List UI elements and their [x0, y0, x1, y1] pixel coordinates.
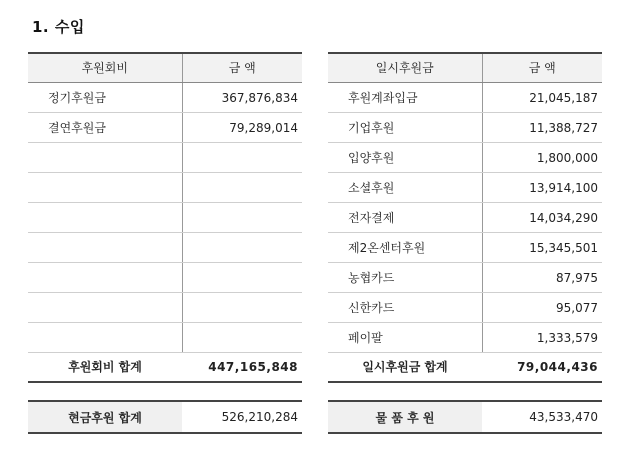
row-amount: 14,034,290	[482, 203, 602, 233]
row-amount: 87,975	[482, 263, 602, 293]
goods-donation-label: 물 품 후 원	[328, 401, 482, 433]
table-row	[328, 143, 602, 173]
total-label: 일시후원금 합계	[328, 353, 482, 383]
table-row	[28, 113, 302, 143]
row-amount	[182, 173, 302, 203]
row-name: 소셜후원	[328, 173, 482, 203]
row-name	[28, 293, 182, 323]
row-amount: 13,914,100	[482, 173, 602, 203]
row-name: 기업후원	[328, 113, 482, 143]
total-row	[328, 353, 602, 383]
table-row	[28, 203, 302, 233]
total-amount: 79,044,436	[482, 353, 602, 383]
row-name	[28, 263, 182, 293]
row-name: 신한카드	[328, 293, 482, 323]
total-row	[28, 353, 302, 383]
header-amount: 금 액	[182, 53, 302, 83]
row-name	[28, 233, 182, 263]
total-amount: 447,165,848	[182, 353, 302, 383]
header-amount: 금 액	[482, 53, 602, 83]
row-amount	[182, 263, 302, 293]
row-name: 페이팔	[328, 323, 482, 353]
table-header-row	[328, 53, 602, 83]
row-amount: 15,345,501	[482, 233, 602, 263]
row-amount: 95,077	[482, 293, 602, 323]
row-amount: 1,333,579	[482, 323, 602, 353]
table-row	[28, 83, 302, 113]
row-amount: 367,876,834	[182, 83, 302, 113]
row-amount: 79,289,014	[182, 113, 302, 143]
row-amount: 11,388,727	[482, 113, 602, 143]
table-row	[328, 203, 602, 233]
goods-donation-amount: 43,533,470	[482, 401, 602, 433]
row-amount	[182, 233, 302, 263]
membership-fee-table	[28, 52, 302, 383]
table-row	[328, 263, 602, 293]
table-row	[28, 293, 302, 323]
row-name: 결연후원금	[28, 113, 182, 143]
row-amount	[182, 203, 302, 233]
table-row	[28, 233, 302, 263]
row-name: 농협카드	[328, 263, 482, 293]
header-name: 후원회비	[28, 53, 182, 83]
row-amount	[182, 323, 302, 353]
table-row	[28, 323, 302, 353]
row-name: 입양후원	[328, 143, 482, 173]
cash-donation-summary	[28, 400, 302, 434]
cash-total-label: 현금후원 합계	[28, 401, 182, 433]
table-row	[328, 113, 602, 143]
total-label: 후원회비 합계	[28, 353, 182, 383]
row-amount	[182, 143, 302, 173]
row-name: 전자결제	[328, 203, 482, 233]
row-name: 후원계좌입금	[328, 83, 482, 113]
table-row	[328, 323, 602, 353]
section-title: 1. 수입	[32, 18, 85, 36]
row-amount	[182, 293, 302, 323]
row-name	[28, 143, 182, 173]
header-name: 일시후원금	[328, 53, 482, 83]
row-name	[28, 203, 182, 233]
row-amount: 1,800,000	[482, 143, 602, 173]
table-row	[328, 293, 602, 323]
row-name: 제2온센터후원	[328, 233, 482, 263]
table-row	[328, 173, 602, 203]
table-row	[28, 263, 302, 293]
row-amount: 21,045,187	[482, 83, 602, 113]
table-row	[328, 83, 602, 113]
table-row	[328, 233, 602, 263]
table-row	[28, 143, 302, 173]
table-row	[28, 173, 302, 203]
row-name	[28, 323, 182, 353]
cash-total-amount: 526,210,284	[182, 401, 302, 433]
row-name	[28, 173, 182, 203]
table-header-row	[28, 53, 302, 83]
row-name: 정기후원금	[28, 83, 182, 113]
goods-donation-summary	[328, 400, 602, 434]
one-time-donation-table	[328, 52, 602, 383]
